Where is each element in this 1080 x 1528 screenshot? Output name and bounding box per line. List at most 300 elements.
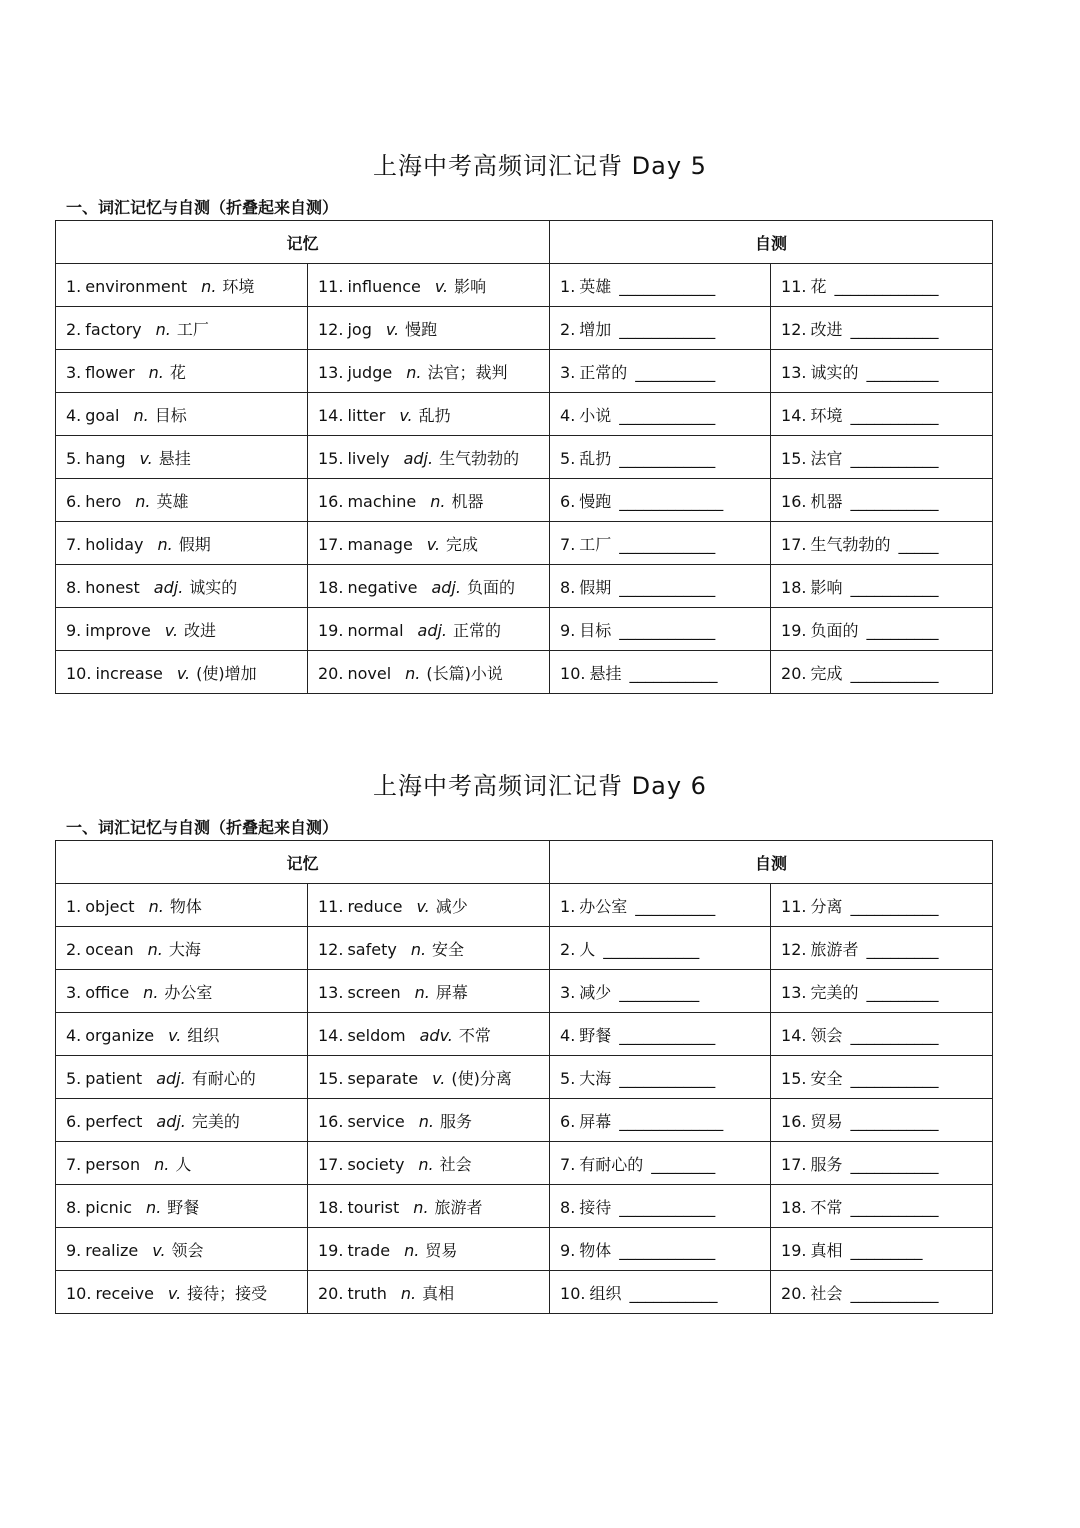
item-number: 6. <box>66 1111 82 1131</box>
english-word: jog <box>347 319 372 339</box>
test-cell <box>771 970 993 1013</box>
chinese-prompt: 接待 <box>579 1197 612 1217</box>
item-number: 14. <box>318 1025 344 1045</box>
part-of-speech: v. <box>167 1283 182 1303</box>
table-row <box>56 1056 993 1099</box>
english-word: manage <box>347 534 413 554</box>
answer-blank: ____________ <box>619 319 716 339</box>
chinese-meaning: 正常的 <box>453 620 502 640</box>
item-number: 13. <box>318 362 344 382</box>
part-of-speech: n. <box>404 1240 420 1260</box>
item-number: 4. <box>66 405 82 425</box>
chinese-prompt: 假期 <box>579 577 612 597</box>
item-number: 8. <box>66 577 82 597</box>
memory-cell <box>308 1185 550 1228</box>
english-word: society <box>347 1154 405 1174</box>
part-of-speech: n. <box>148 896 164 916</box>
item-number: 12. <box>781 939 807 959</box>
test-cell <box>771 1056 993 1099</box>
answer-blank: ___________ <box>850 491 939 511</box>
item-number: 11. <box>318 896 344 916</box>
chinese-meaning: 组织 <box>187 1025 220 1045</box>
part-of-speech: n. <box>147 939 163 959</box>
english-word: judge <box>347 362 393 382</box>
english-word: separate <box>347 1068 419 1088</box>
answer-blank: __________ <box>619 982 700 1002</box>
item-number: 8. <box>560 1197 576 1217</box>
memory-cell <box>56 927 308 970</box>
memory-cell <box>56 651 308 694</box>
english-word: environment <box>85 276 188 296</box>
item-number: 18. <box>318 1197 344 1217</box>
chinese-meaning: 影响 <box>454 276 487 296</box>
item-number: 9. <box>66 620 82 640</box>
chinese-prompt: 环境 <box>810 405 843 425</box>
item-number: 5. <box>560 448 576 468</box>
answer-blank: ____________ <box>603 939 700 959</box>
item-number: 12. <box>318 939 344 959</box>
chinese-prompt: 增加 <box>579 319 612 339</box>
test-cell <box>550 1271 771 1314</box>
chinese-meaning: 慢跑 <box>405 319 438 339</box>
test-cell <box>550 1056 771 1099</box>
chinese-prompt: 目标 <box>579 620 612 640</box>
chinese-prompt: 影响 <box>810 577 843 597</box>
memory-cell <box>56 1271 308 1314</box>
chinese-meaning: 办公室 <box>164 982 213 1002</box>
chinese-prompt: 组织 <box>589 1283 622 1303</box>
english-word: screen <box>347 982 401 1002</box>
table-row <box>56 1013 993 1056</box>
english-word: realize <box>85 1240 139 1260</box>
answer-blank: ___________ <box>850 405 939 425</box>
part-of-speech: adj. <box>156 1111 186 1131</box>
memory-cell <box>56 479 308 522</box>
item-number: 14. <box>318 405 344 425</box>
part-of-speech: adj. <box>153 577 184 597</box>
item-number: 5. <box>560 1068 576 1088</box>
chinese-prompt: 野餐 <box>579 1025 612 1045</box>
item-number: 9. <box>66 1240 82 1260</box>
chinese-meaning: 完成 <box>446 534 479 554</box>
test-cell <box>771 436 993 479</box>
answer-blank: ___________ <box>850 1197 939 1217</box>
chinese-meaning: 目标 <box>154 405 187 425</box>
answer-blank: ____________ <box>619 534 716 554</box>
test-cell <box>771 927 993 970</box>
item-number: 17. <box>781 534 807 554</box>
table-header-row <box>56 841 993 884</box>
item-number: 1. <box>560 276 576 296</box>
answer-blank: ________ <box>651 1154 716 1174</box>
chinese-meaning: 人 <box>175 1154 192 1174</box>
english-word: object <box>85 896 135 916</box>
part-of-speech: adj. <box>156 1068 186 1088</box>
test-cell <box>771 608 993 651</box>
memory-cell <box>308 1099 550 1142</box>
part-of-speech: n. <box>155 319 171 339</box>
chinese-meaning: 物体 <box>169 896 202 916</box>
english-word: reduce <box>347 896 403 916</box>
answer-blank: _________ <box>866 939 939 959</box>
item-number: 11. <box>781 896 807 916</box>
english-word: increase <box>95 663 163 683</box>
answer-blank: _____ <box>898 534 939 554</box>
item-number: 14. <box>781 405 807 425</box>
test-cell <box>771 350 993 393</box>
memory-cell <box>308 1228 550 1271</box>
page-title-day5: 上海中考高频词汇记背 Day 5 <box>373 152 707 180</box>
english-word: safety <box>347 939 397 959</box>
english-word: seldom <box>347 1025 406 1045</box>
answer-blank: ____________ <box>619 620 716 640</box>
part-of-speech: adj. <box>417 620 448 640</box>
memory-cell <box>308 393 550 436</box>
chinese-prompt: 旅游者 <box>810 939 859 959</box>
test-cell <box>550 1013 771 1056</box>
answer-blank: ___________ <box>850 577 939 597</box>
memory-cell <box>308 479 550 522</box>
english-word: negative <box>347 577 418 597</box>
answer-blank: ____________ <box>619 405 716 425</box>
chinese-meaning: (使)分离 <box>451 1068 512 1088</box>
chinese-prompt: 办公室 <box>579 896 628 916</box>
item-number: 17. <box>781 1154 807 1174</box>
item-number: 7. <box>560 534 576 554</box>
memory-cell <box>308 1056 550 1099</box>
item-number: 15. <box>318 448 344 468</box>
chinese-meaning: 真相 <box>422 1283 455 1303</box>
test-cell <box>771 1099 993 1142</box>
chinese-prompt: 乱扔 <box>579 448 612 468</box>
chinese-prompt: 英雄 <box>579 276 612 296</box>
part-of-speech: n. <box>146 1197 162 1217</box>
part-of-speech: n. <box>418 1111 434 1131</box>
table-row <box>56 479 993 522</box>
part-of-speech: n. <box>154 1154 170 1174</box>
chinese-meaning: 不常 <box>458 1025 491 1045</box>
item-number: 10. <box>560 663 586 683</box>
test-cell <box>550 927 771 970</box>
answer-blank: ___________ <box>850 1283 939 1303</box>
english-word: ocean <box>85 939 134 959</box>
memory-cell <box>56 264 308 307</box>
chinese-prompt: 悬挂 <box>589 663 622 683</box>
answer-blank: ____________ <box>619 1240 716 1260</box>
part-of-speech: n. <box>405 663 421 683</box>
header-memory: 记忆 <box>56 841 550 884</box>
english-word: improve <box>85 620 151 640</box>
item-number: 16. <box>781 1111 807 1131</box>
item-number: 19. <box>781 620 807 640</box>
item-number: 16. <box>318 491 344 511</box>
item-number: 2. <box>66 319 82 339</box>
english-word: hero <box>85 491 122 511</box>
answer-blank: ___________ <box>850 448 939 468</box>
chinese-prompt: 真相 <box>810 1240 843 1260</box>
chinese-meaning: 悬挂 <box>158 448 191 468</box>
memory-cell <box>56 1142 308 1185</box>
chinese-prompt: 分离 <box>810 896 843 916</box>
table-row <box>56 565 993 608</box>
part-of-speech: v. <box>164 620 179 640</box>
item-number: 6. <box>560 491 576 511</box>
test-cell <box>550 608 771 651</box>
memory-cell <box>56 436 308 479</box>
memory-cell <box>56 350 308 393</box>
part-of-speech: v. <box>416 896 430 916</box>
english-word: honest <box>85 577 140 597</box>
answer-blank: ___________ <box>850 319 939 339</box>
memory-cell <box>308 307 550 350</box>
item-number: 17. <box>318 1154 344 1174</box>
english-word: tourist <box>347 1197 400 1217</box>
part-of-speech: n. <box>135 491 151 511</box>
chinese-prompt: 安全 <box>810 1068 843 1088</box>
item-number: 10. <box>66 663 92 683</box>
table-row <box>56 393 993 436</box>
answer-blank: __________ <box>635 362 716 382</box>
answer-blank: ___________ <box>850 1068 939 1088</box>
english-word: organize <box>85 1025 155 1045</box>
memory-cell <box>308 1271 550 1314</box>
english-word: machine <box>347 491 417 511</box>
test-cell <box>550 522 771 565</box>
chinese-meaning: 负面的 <box>466 577 515 597</box>
table-row <box>56 1099 993 1142</box>
english-word: truth <box>347 1283 387 1303</box>
english-word: goal <box>85 405 120 425</box>
chinese-meaning: 诚实的 <box>189 577 238 597</box>
memory-cell <box>56 970 308 1013</box>
item-number: 10. <box>66 1283 92 1303</box>
table-row <box>56 307 993 350</box>
chinese-prompt: 屏幕 <box>579 1111 612 1131</box>
memory-cell <box>308 884 550 927</box>
chinese-meaning: 完美的 <box>191 1111 240 1131</box>
chinese-prompt: 花 <box>810 276 827 296</box>
item-number: 18. <box>781 577 807 597</box>
item-number: 9. <box>560 1240 576 1260</box>
table-row <box>56 264 993 307</box>
item-number: 8. <box>560 577 576 597</box>
section-heading-day5: 一、词汇记忆与自测（折叠起来自测） <box>66 198 339 217</box>
chinese-prompt: 贸易 <box>810 1111 843 1131</box>
memory-cell <box>308 350 550 393</box>
english-word: patient <box>85 1068 143 1088</box>
answer-blank: __________ <box>635 896 716 916</box>
vocab-table <box>55 840 993 1314</box>
english-word: trade <box>347 1240 391 1260</box>
part-of-speech: n. <box>400 1283 417 1303</box>
table-row <box>56 350 993 393</box>
answer-blank: _____________ <box>834 276 939 296</box>
memory-cell <box>308 436 550 479</box>
english-word: lively <box>347 448 390 468</box>
answer-blank: ___________ <box>629 663 718 683</box>
item-number: 16. <box>781 491 807 511</box>
item-number: 15. <box>318 1068 344 1088</box>
memory-cell <box>308 608 550 651</box>
item-number: 12. <box>318 319 344 339</box>
vocab-table-day6 <box>55 840 992 1314</box>
test-cell <box>550 1228 771 1271</box>
header-test: 自测 <box>550 841 993 884</box>
part-of-speech: adj. <box>403 448 434 468</box>
test-cell <box>771 522 993 565</box>
chinese-meaning: (使)增加 <box>196 663 257 683</box>
english-word: factory <box>85 319 142 339</box>
memory-cell <box>308 522 550 565</box>
part-of-speech: n. <box>201 276 217 296</box>
chinese-meaning: 减少 <box>435 896 468 916</box>
item-number: 9. <box>560 620 576 640</box>
chinese-prompt: 社会 <box>810 1283 843 1303</box>
answer-blank: ___________ <box>850 1154 939 1174</box>
header-test: 自测 <box>550 221 993 264</box>
item-number: 4. <box>560 405 576 425</box>
table-row <box>56 1271 993 1314</box>
part-of-speech: n. <box>148 362 164 382</box>
chinese-prompt: 改进 <box>810 319 843 339</box>
item-number: 10. <box>560 1283 586 1303</box>
part-of-speech: n. <box>406 362 422 382</box>
chinese-prompt: 负面的 <box>810 620 859 640</box>
item-number: 1. <box>66 896 82 916</box>
item-number: 18. <box>781 1197 807 1217</box>
test-cell <box>771 1142 993 1185</box>
memory-cell <box>56 1185 308 1228</box>
test-cell <box>550 1099 771 1142</box>
item-number: 8. <box>66 1197 82 1217</box>
memory-cell <box>56 1013 308 1056</box>
test-cell <box>550 884 771 927</box>
chinese-meaning: 机器 <box>451 491 484 511</box>
chinese-prompt: 小说 <box>579 405 612 425</box>
english-word: person <box>85 1154 141 1174</box>
chinese-meaning: 服务 <box>440 1111 473 1131</box>
part-of-speech: n. <box>410 939 427 959</box>
chinese-prompt: 有耐心的 <box>579 1154 644 1174</box>
test-cell <box>771 479 993 522</box>
answer-blank: ___________ <box>850 1111 939 1131</box>
item-number: 7. <box>66 1154 82 1174</box>
answer-blank: ___________ <box>850 896 939 916</box>
chinese-meaning: 大海 <box>168 939 201 959</box>
test-cell <box>550 565 771 608</box>
chinese-meaning: 改进 <box>184 620 217 640</box>
chinese-prompt: 物体 <box>579 1240 612 1260</box>
item-number: 15. <box>781 448 807 468</box>
chinese-prompt: 减少 <box>579 982 612 1002</box>
item-number: 19. <box>781 1240 807 1260</box>
chinese-prompt: 领会 <box>810 1025 843 1045</box>
memory-cell <box>308 927 550 970</box>
answer-blank: ____________ <box>619 1025 716 1045</box>
english-word: litter <box>347 405 386 425</box>
item-number: 11. <box>318 276 344 296</box>
memory-cell <box>308 264 550 307</box>
part-of-speech: n. <box>133 405 149 425</box>
memory-cell <box>308 651 550 694</box>
memory-cell <box>56 307 308 350</box>
item-number: 11. <box>781 276 807 296</box>
part-of-speech: adj. <box>431 577 461 597</box>
memory-cell <box>56 1056 308 1099</box>
answer-blank: _____________ <box>619 491 724 511</box>
item-number: 1. <box>66 276 82 296</box>
part-of-speech: n. <box>430 491 446 511</box>
memory-cell <box>308 565 550 608</box>
english-word: influence <box>347 276 421 296</box>
test-cell <box>550 307 771 350</box>
item-number: 5. <box>66 1068 82 1088</box>
english-word: normal <box>347 620 404 640</box>
english-word: holiday <box>85 534 144 554</box>
answer-blank: _____________ <box>619 1111 724 1131</box>
chinese-meaning: 环境 <box>222 276 255 296</box>
item-number: 16. <box>318 1111 344 1131</box>
answer-blank: ___________ <box>850 663 939 683</box>
answer-blank: _________ <box>866 982 939 1002</box>
part-of-speech: v. <box>176 663 191 683</box>
chinese-meaning: 接待；接受 <box>187 1283 268 1303</box>
item-number: 7. <box>66 534 82 554</box>
answer-blank: ____________ <box>619 1197 716 1217</box>
item-number: 2. <box>66 939 82 959</box>
test-cell <box>550 350 771 393</box>
item-number: 13. <box>781 982 807 1002</box>
part-of-speech: n. <box>414 982 430 1002</box>
english-word: flower <box>85 362 135 382</box>
vocab-table <box>55 220 993 694</box>
table-row <box>56 927 993 970</box>
chinese-meaning: 花 <box>169 362 186 382</box>
item-number: 2. <box>560 319 576 339</box>
chinese-meaning: 屏幕 <box>435 982 468 1002</box>
chinese-prompt: 完美的 <box>810 982 859 1002</box>
part-of-speech: v. <box>432 1068 446 1088</box>
chinese-meaning: 乱扔 <box>418 405 451 425</box>
item-number: 1. <box>560 896 576 916</box>
item-number: 20. <box>781 1283 807 1303</box>
test-cell <box>550 970 771 1013</box>
chinese-prompt: 服务 <box>810 1154 843 1174</box>
chinese-prompt: 大海 <box>579 1068 612 1088</box>
table-row <box>56 436 993 479</box>
item-number: 3. <box>66 982 82 1002</box>
memory-cell <box>56 565 308 608</box>
table-header-row <box>56 221 993 264</box>
item-number: 6. <box>560 1111 576 1131</box>
test-cell <box>771 884 993 927</box>
page-title-day6: 上海中考高频词汇记背 Day 6 <box>373 772 707 800</box>
table-row <box>56 608 993 651</box>
answer-blank: _________ <box>866 620 939 640</box>
item-number: 7. <box>560 1154 576 1174</box>
table-row <box>56 1185 993 1228</box>
part-of-speech: n. <box>157 534 173 554</box>
chinese-meaning: 贸易 <box>425 1240 458 1260</box>
item-number: 4. <box>560 1025 576 1045</box>
test-cell <box>550 1185 771 1228</box>
memory-cell <box>56 884 308 927</box>
table-row <box>56 884 993 927</box>
chinese-prompt: 工厂 <box>579 534 612 554</box>
part-of-speech: v. <box>426 534 441 554</box>
test-cell <box>550 393 771 436</box>
english-word: perfect <box>85 1111 143 1131</box>
